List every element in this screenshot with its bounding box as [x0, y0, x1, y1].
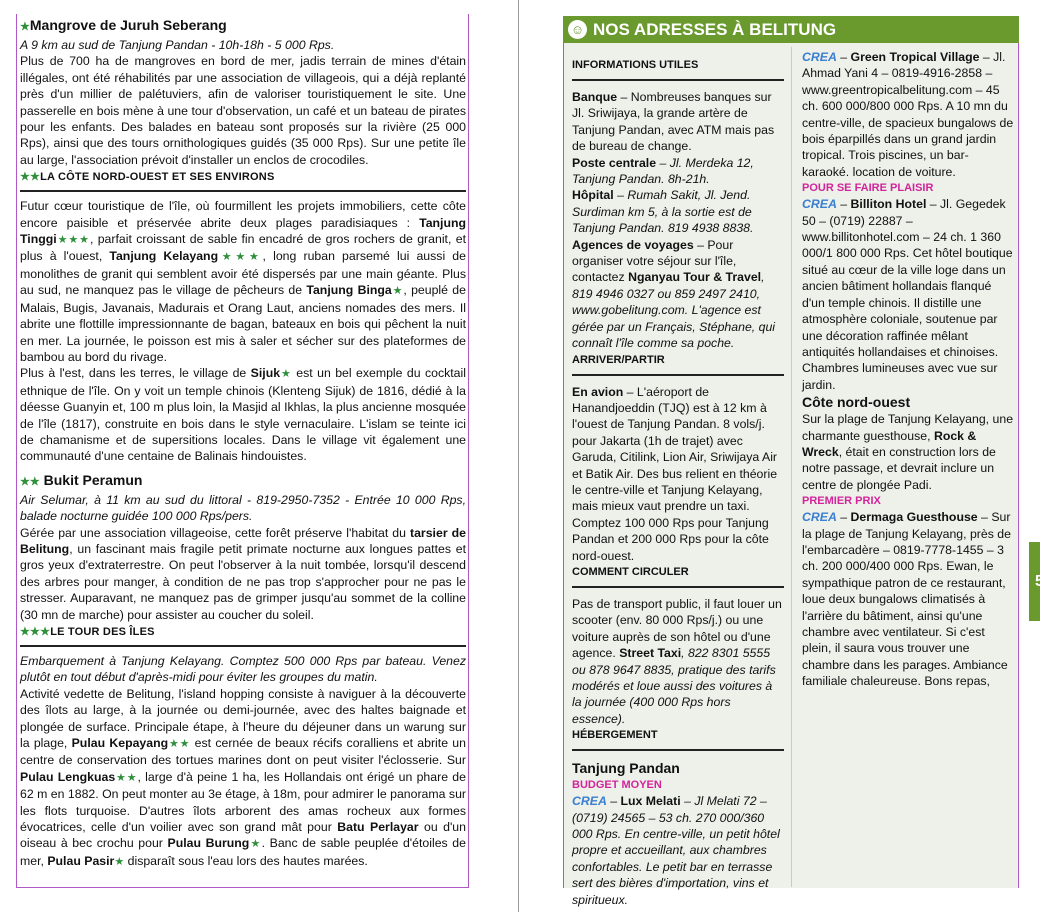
taxi-name: Street Taxi [619, 646, 682, 661]
column-separator [791, 47, 792, 887]
chapter-number: 5 [1035, 573, 1044, 590]
bukit-info: Air Selumar, à 11 km au sud du littoral - 819-2950-7352 - Entrée 10 000 Rps, balade nocturne guidée 100 000 Rps/pers. [20, 492, 466, 524]
text-span: – Rumah Sakit, Jl. Jend. Surdiman km 5, à la sortie est de Tanjung Pandan. 819 4938 8838. [572, 188, 754, 236]
bukit-heading [20, 471, 466, 492]
hebergement-title: HÉBERGEMENT [572, 729, 658, 742]
budget-label: BUDGET MOYEN [572, 779, 662, 792]
stars-icon: ★★ [20, 475, 40, 488]
text-span: disparaît sous l'eau lors des hautes marées. [124, 853, 368, 868]
section-rule [20, 645, 466, 647]
avion-entry [572, 384, 784, 564]
text-span: est un bel exemple du cocktail ethnique de l'île. On y voit un temple chinois (Klenteng Sijuk) de 1816, dédié à la déesse Guanyin et, 100 m plus loin, la Masjid al Ikhlas, la plus ancienne mosquée de l'île (1817), construite en bois dans le style vernaculaire. L'islam se teinte ici de chamanisme et de supersitions locales. Dans le village vit également une communauté d'une centaine de Balinais hindouistes. [20, 366, 466, 464]
hotel-name: Billiton Hotel [850, 197, 927, 212]
section-rule [20, 190, 466, 192]
crea-badge: CREA [572, 794, 607, 809]
place-sijuk: Sijuk [250, 366, 281, 381]
mangrove-text: Plus de 700 ha de mangroves en bord de mer, jadis terrain de mines d'étain illégales, ont été réhabilités par une association de villageois, qui a déjà replanté près d'un millier de palétuviers, afin de valoriser touristiquement le site. Une passerelle en bois mène à une tour d'observation, un café et un bateau de pirates pour les enfants. Des balades en bateau sont proposés sur la rivière (25 000 Rps), ainsi que des tours ornithologiques guidés (35 000 Rps). Sur une petite île au large, l'association prévoit d'installer un enclos de crocodiles. [20, 54, 466, 167]
chapter-tab [1029, 542, 1044, 621]
text-span: , large d'à peine 1 ha, les Hollandais ont érigé un phare de 62 m en 1882. On peut monter au 3e étage, à 18m, pour admirer le panorama sur les flots turquoise. D'autres îlots arborent des amas rocheux aux formes évocatrices, celle d'un voilier avec son grand mât pour [20, 769, 466, 835]
text-span: Plus à l'est, dans les terres, le village de [20, 366, 251, 381]
text-span: – Jl. Gegedek 50 – (0719) 22887 – www.billitonhotel.com – 24 ch. 1 360 000/1 800 000 Rps. Cet hôtel boutique situé au cœur de la ville loge dans un ancien bâtiment hollandais flanqué d'un temple chinois. Il distille une atmosphère coloniale, soutenue par une décoration raffinée mêlant antiquités hollandaises et chinoises. Chambres lumineuses avec vue sur jardin. [802, 197, 1013, 392]
entry-label: Agences de voyages [572, 237, 694, 252]
bukit-text [20, 525, 466, 623]
dermaga-entry: CREA – Dermaga Guesthouse – Sur la plage de Tanjung Kelayang, près de l'embarcadère – 0819-7778-1455 – 3 ch. 200 000/400 000 Rps. Ewan, le sympathique patron de ce restaurant, loue deux bungalows climatisés à l'arrière du bâtiment, ainsi qu'une chambre avec ventilateur. Si c'est plein, il saura vous trouver une chambre dans les parages. Ambiance familiale chaleureuse. Bons repas, [802, 510, 1011, 689]
text-span: , était en construction lors de notre passage, et devrait inclure un centre de plongée Padi. [802, 444, 996, 492]
text-span: Gérée par une association villageoise, cette forêt préserve l'habitat du [20, 525, 410, 540]
text-span: – Jl Melati 72 – (0719) 24565 – 53 ch. 270 000/360 000 Rps. En centre-ville, un petit hôtel propre et accueillant, aux chambres confortables. Le petit bar en terrasse sert des bières d'importation, vins et spiritueux. [572, 794, 780, 907]
tarsier-name: tarsier de Belitung [20, 525, 466, 556]
stars-icon: ★★★ [20, 626, 51, 638]
lux-entry: CREA – Lux Melati – Jl Melati 72 – (0719) 24565 – 53 ch. 270 000/360 000 Rps. En centre-ville, un petit hôtel propre et accueillant, aux chambres confortables. Le petit bar en terrasse sert des bières d'importation, vins et spiritueux. [572, 794, 780, 907]
section-rule [572, 586, 784, 588]
stars-icon: ★★ [20, 171, 41, 184]
agences-entry [572, 237, 784, 352]
mangrove-heading [20, 16, 466, 37]
text-span: , peuplé de Malais, Bugis, Javanais, Madurais et Orang Laut, anciens nomades des mers. Il abrite une flottille impressionnante de bagan, bateaux en bois qui pêchent la nuit en mer. La journée, le poisson est mis à saler et sécher sur des plateformes de bambou au bord du rivage. [20, 283, 466, 364]
tour-heading [20, 623, 466, 641]
plaisir-label: POUR SE FAIRE PLAISIR [802, 182, 934, 195]
left-page [16, 14, 469, 888]
stars-icon: ★★★ [218, 251, 263, 264]
text-span: Sur la plage de Tanjung Kelayang, une charmante guesthouse, [802, 412, 1014, 443]
place-kepayang: Pulau Kepayang [71, 736, 169, 751]
mangrove-info: A 9 km au sud de Tanjung Pandan - 10h-18h - 5 000 Rps. [20, 38, 335, 52]
entry-label: Hôpital [572, 188, 614, 203]
crea-badge: CREA [802, 50, 837, 64]
tour-info: Embarquement à Tanjung Kelayang. Comptez 500 000 Rps par bateau. Venez plutôt en tout début d'après-midi pour éviter les groupes du matin. [20, 654, 466, 685]
addresses-column-2 [802, 49, 1014, 690]
mangrove-title: Mangrove de Juruh Seberang [29, 17, 227, 33]
text-span: Futur cœur touristique de l'île, où fourmillent les projets immobiliers, cette côte encore paisible et préservée abrite deux plages paradisiaques : [20, 199, 466, 230]
text-span: , 819 4946 0327 ou 859 2497 2410, www.gobelitung.com. L'agence est gérée par un Français, Stéphane, qui connaît l'île comme sa poche. [572, 270, 776, 351]
section-rule [572, 749, 784, 751]
text-span: – L'aéroport de Hanandjoeddin (TJQ) est à 12 km à l'ouest de Tanjung Pandan. 8 vols/j. pour Jakarta (1h de trajet) avec Garuda, Citilink, Lion Air, Sriwijaya Air et Batik Air. Des bus relient en théorie le centre-ville et Tanjung Kelayang, mais mieux vaut prendre un taxi. Comptez 100 000 Rps pour Tanjung Pandan et 200 000 Rps pour la côte nord-ouest. [572, 384, 778, 563]
place-perlayar: Batu Perlayar [337, 820, 419, 835]
text-span: . Banc de sable peuplée d'étoiles de mer, [20, 836, 466, 868]
place-tanjung-kelayang: Tanjung Kelayang [109, 249, 219, 264]
star-icon: ★ [114, 855, 125, 868]
right-page [563, 16, 1019, 907]
hotel-name: Lux Melati [620, 794, 681, 809]
text-span: – Jl. Ahmad Yani 4 – 0819-4916-2858 – www.greentropicalbelitung.com – 45 ch. 600 000/800 000 Rps. A 10 mn du centre-ville, de spacieux bungalows de bois éparpillés dans un grand jardin tropical. Trois piscines, un bar-karaoké. location de voiture. [802, 50, 1014, 179]
addresses-box [563, 43, 1019, 907]
page-fold [518, 0, 519, 912]
stars-icon: ★★ [115, 771, 138, 784]
place-burung: Pulau Burung [167, 836, 250, 851]
text-span: , 822 8301 5555 ou 878 9647 8835, pratique des tarifs modérés et loue aussi des voitures à la journée (400 000 Rps hors essence). [572, 646, 776, 726]
section-rule [572, 79, 784, 81]
banque-entry [572, 89, 784, 155]
billiton-entry: CREA – Billiton Hotel – Jl. Gegedek 50 – (0719) 22887 – www.billitonhotel.com – 24 ch. 1 360 000/1 800 000 Rps. Cet hôtel boutique situé au cœur de la ville loge dans un ancien bâtiment hollandais flanqué d'un temple chinois. Il distille une atmosphère coloniale, soutenue par une décoration raffinée mêlant antiquités hollandaises et chinoises. Chambres lumineuses avec vue sur jardin. [802, 197, 1013, 392]
text-span: – Sur la plage de Tanjung Kelayang, près de l'embarcadère – 0819-7778-1455 – 3 ch. 200 000/400 000 Rps. Ewan, le sympathique patron de ce restaurant, loue deux bungalows climatisés à l'arrière du bâtiment, ainsi qu'une chambre avec ventilateur. Si c'est plein, il saura vous trouver une chambre dans les parages. Ambiance familiale chaleureuse. Bons repas, [802, 510, 1011, 689]
rock-entry [802, 411, 1014, 493]
star-icon: ★ [280, 368, 292, 381]
place-tanjung-binga: Tanjung Binga [306, 283, 392, 298]
star-icon: ★ [391, 285, 404, 298]
hotel-name: Dermaga Guesthouse [850, 510, 978, 525]
text-span: ou d'un oiseau à bec crochu pour [20, 820, 466, 851]
text-span: – Pour organiser votre séjour sur l'île, contactez [572, 237, 737, 285]
circuler-title: COMMENT CIRCULER [572, 565, 689, 578]
agency-name: Nganyau Tour & Travel [628, 270, 762, 285]
green-entry: CREA – Green Tropical Village – Jl. Ahmad Yani 4 – 0819-4916-2858 – www.greentropicalbelitung.com – 45 ch. 600 000/800 000 Rps. A 10 mn du centre-ville, de spacieux bungalows de bois éparpillés dans un grand jardin tropical. Trois piscines, un bar-karaoké. location de voiture. [802, 50, 1014, 179]
text-span: , parfait croissant de sable fin encadré de gros rochers de granit, et plus à l'ouest, [20, 232, 466, 264]
place-lengkuas: Pulau Lengkuas [20, 769, 116, 784]
addresses-banner [563, 16, 1019, 43]
banner-title: NOS ADRESSES À BELITUNG [593, 20, 837, 39]
infos-title: INFORMATIONS UTILES [572, 59, 699, 71]
star-icon: ★ [20, 21, 30, 33]
cote-title: LA CÔTE NORD-OUEST ET SES ENVIRONS [40, 171, 275, 184]
star-icon: ★ [249, 838, 262, 851]
premier-label: PREMIER PRIX [802, 495, 881, 508]
hopital-entry [572, 187, 784, 236]
bukit-title: Bukit Peramun [43, 471, 143, 488]
text-span: Activité vedette de Belitung, l'island hopping consiste à naviguer à la découverte des îlots au large, à la journée ou demi-journée, avec des haltes baignade et plongée de surface. Principale étape, à l'heure du déjeuner dans un warung sur la plage, [20, 686, 466, 751]
hotel-name: Rock & Wreck [802, 428, 977, 459]
section-rule [572, 374, 784, 376]
text-span: , un fascinant mais fragile petit primate nocturne aux longues pattes et gros yeux d'extraterrestre. On peut l'observer à la nuit tombée, lorsqu'il descend des arbres pour manger, à condition de ne pas trop s'approcher pour ne pas le stresser. Auparavant, ne manquez pas de grimper jusqu'au sommet de la colline (30 mn de marche) pour assister au coucher du soleil. [20, 541, 466, 622]
entry-label: En avion [572, 384, 624, 399]
hotel-name: Green Tropical Village [850, 50, 980, 64]
city-tanjung-pandan: Tanjung Pandan [572, 760, 680, 777]
cote-para-2 [20, 365, 466, 464]
place-tanjung-tinggi: Tanjung Tinggi [20, 215, 466, 247]
arriver-title: ARRIVER/PARTIR [572, 353, 665, 366]
text-span: – Jl. Merdeka 12, Tanjung Pandan. 8h-21h. [572, 155, 754, 187]
addresses-column-1 [572, 49, 784, 908]
circuler-entry [572, 596, 784, 727]
text-span: , long ruban parsemé lui aussi de monolithes de granit qui semblent avoir été dispersés par une main géante. Plus au sud, ne manquez pas le village de pêcheurs de [20, 249, 466, 298]
stars-icon: ★★ [168, 738, 191, 751]
tour-text [20, 686, 466, 870]
cote-nord-ouest-title: Côte nord-ouest [802, 394, 911, 411]
cote-heading [20, 168, 466, 186]
crea-badge: CREA [802, 197, 837, 212]
crea-badge: CREA [802, 510, 837, 525]
cote-para-1 [20, 198, 466, 365]
guide-logo-icon: ☺ [568, 20, 587, 39]
entry-label: Poste centrale [572, 155, 657, 170]
text-span: est cernée de beaux récifs coralliens et abrite un centre de conservation des tortues marines dont on peut visiter l'éclosserie. Sur [20, 736, 466, 768]
text-span: Pas de transport public, il faut louer un scooter (env. 80 000 Rps/j.) ou une voiture auprès de son hôtel ou d'une agence. [572, 596, 782, 661]
place-pasir: Pulau Pasir [47, 853, 115, 868]
poste-entry [572, 155, 784, 188]
stars-icon: ★★★ [56, 234, 90, 247]
text-span: – Nombreuses banques sur Jl. Sriwijaya, la grande artère de Tanjung Pandan, avec ATM mais pas de bureau de change. [572, 90, 775, 154]
tour-title: LE TOUR DES ÎLES [50, 626, 155, 638]
entry-label: Banque [572, 90, 618, 104]
